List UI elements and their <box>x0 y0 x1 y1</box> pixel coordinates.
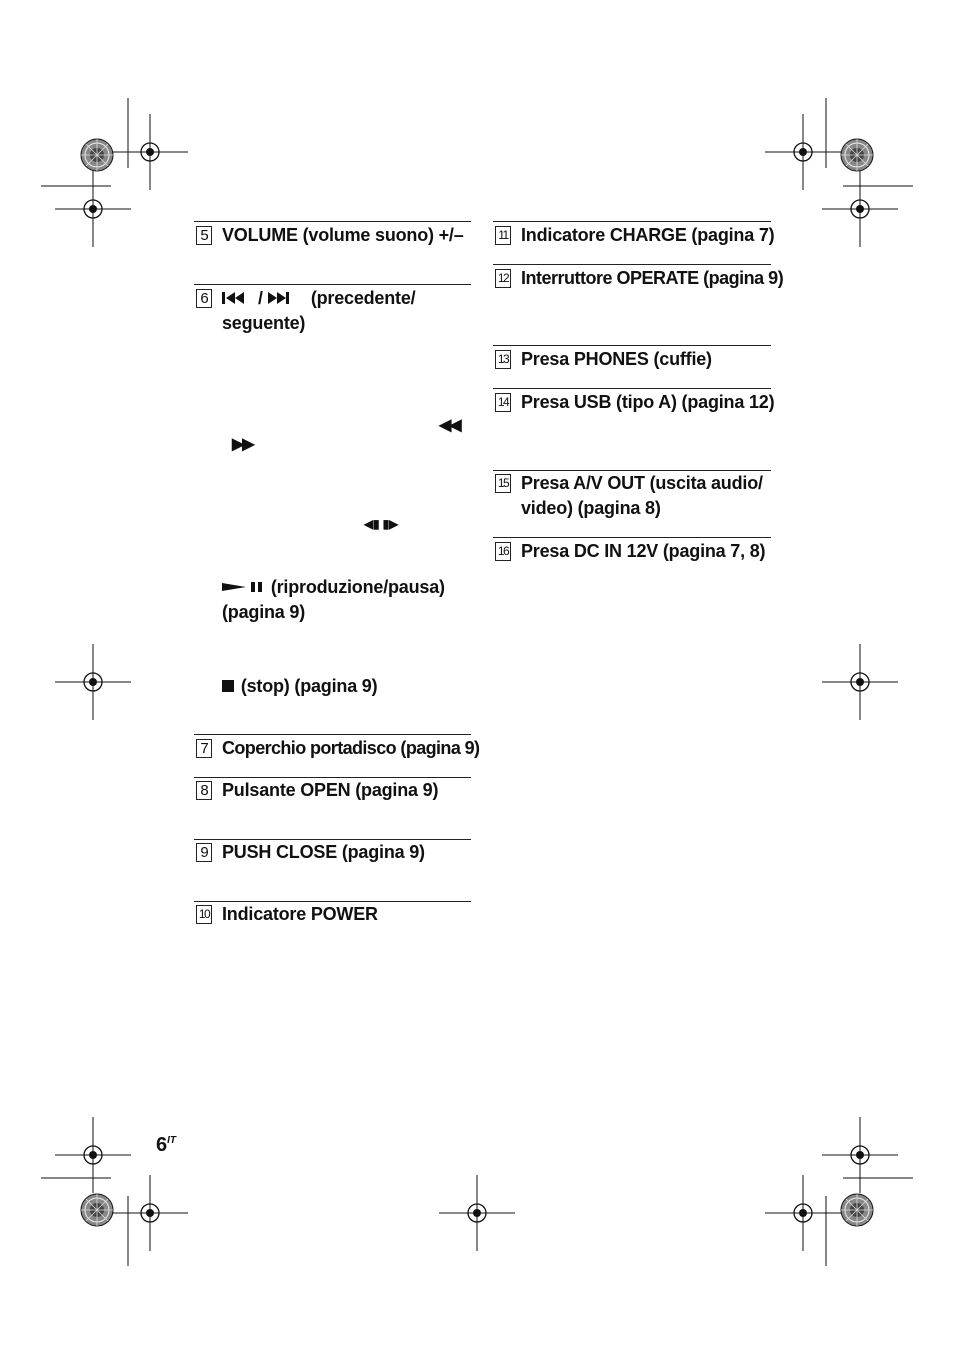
item-number: 6 <box>196 289 212 308</box>
item-label: Interruttore OPERATE (pagina 9) <box>521 268 784 288</box>
page-number: $6^{IT}$ <box>156 1134 177 1156</box>
item-number: 12 <box>495 269 511 288</box>
item-number: 10 <box>196 905 212 924</box>
item-number: 13 <box>495 350 511 369</box>
slow-play-icon: ◀▮ ▮▶ <box>364 517 398 531</box>
item-label: VOLUME (volume suono) +/– <box>222 225 464 245</box>
rewind-icon: ◀◀ <box>439 417 460 434</box>
play-pause-label: (riproduzione/pausa) <box>270 577 445 597</box>
crosshair-mid-left <box>55 644 131 720</box>
divider <box>493 221 771 222</box>
crosshair-bottom-center <box>439 1175 515 1251</box>
item-number: 14 <box>495 393 511 412</box>
item-number: 7 <box>196 739 212 758</box>
divider <box>493 537 771 538</box>
play-pause-icon <box>222 580 266 594</box>
item-label: Indicatore CHARGE (pagina 7) <box>521 225 775 245</box>
item-number: 15 <box>495 474 511 493</box>
item-label: (precedente/ <box>310 288 416 308</box>
stop-icon <box>222 679 236 693</box>
item-label: Presa PHONES (cuffie) <box>521 349 712 369</box>
divider <box>493 345 771 346</box>
crosshair-mid-right <box>822 644 898 720</box>
item-number: 11 <box>495 226 511 245</box>
item-label: PUSH CLOSE (pagina 9) <box>222 842 425 862</box>
crosshair-top-right <box>765 98 913 247</box>
item-label: Pulsante OPEN (pagina 9) <box>222 780 439 800</box>
stop-label: (stop) (pagina 9) <box>240 676 378 696</box>
item-label: Presa USB (tipo A) (pagina 12) <box>521 392 775 412</box>
divider <box>194 734 471 735</box>
divider <box>194 284 471 285</box>
item-label: Coperchio portadisco (pagina 9) <box>222 738 480 758</box>
divider <box>493 264 771 265</box>
item-number: 9 <box>196 843 212 862</box>
item-number: 16 <box>495 542 511 561</box>
item-label: Presa A/V OUT (uscita audio/ <box>521 473 763 493</box>
item-label-line2: video) (pagina 8) <box>521 498 661 518</box>
item-label: Indicatore POWER <box>222 904 378 924</box>
item-number: 5 <box>196 226 212 245</box>
play-pause-label-line2: (pagina 9) <box>222 602 306 622</box>
previous-next-icon <box>222 291 306 305</box>
item-number: 8 <box>196 781 212 800</box>
item-label-line2: seguente) <box>222 313 306 333</box>
item-label: Presa DC IN 12V (pagina 7, 8) <box>521 541 766 561</box>
fast-forward-icon: ▶▶ <box>232 436 253 453</box>
divider <box>194 221 471 222</box>
language-code: IT <box>167 1135 177 1146</box>
svg-text:/: / <box>258 291 263 305</box>
divider <box>493 388 771 389</box>
crosshair-bottom-right <box>765 1117 913 1266</box>
crosshair-top-left <box>41 98 188 247</box>
